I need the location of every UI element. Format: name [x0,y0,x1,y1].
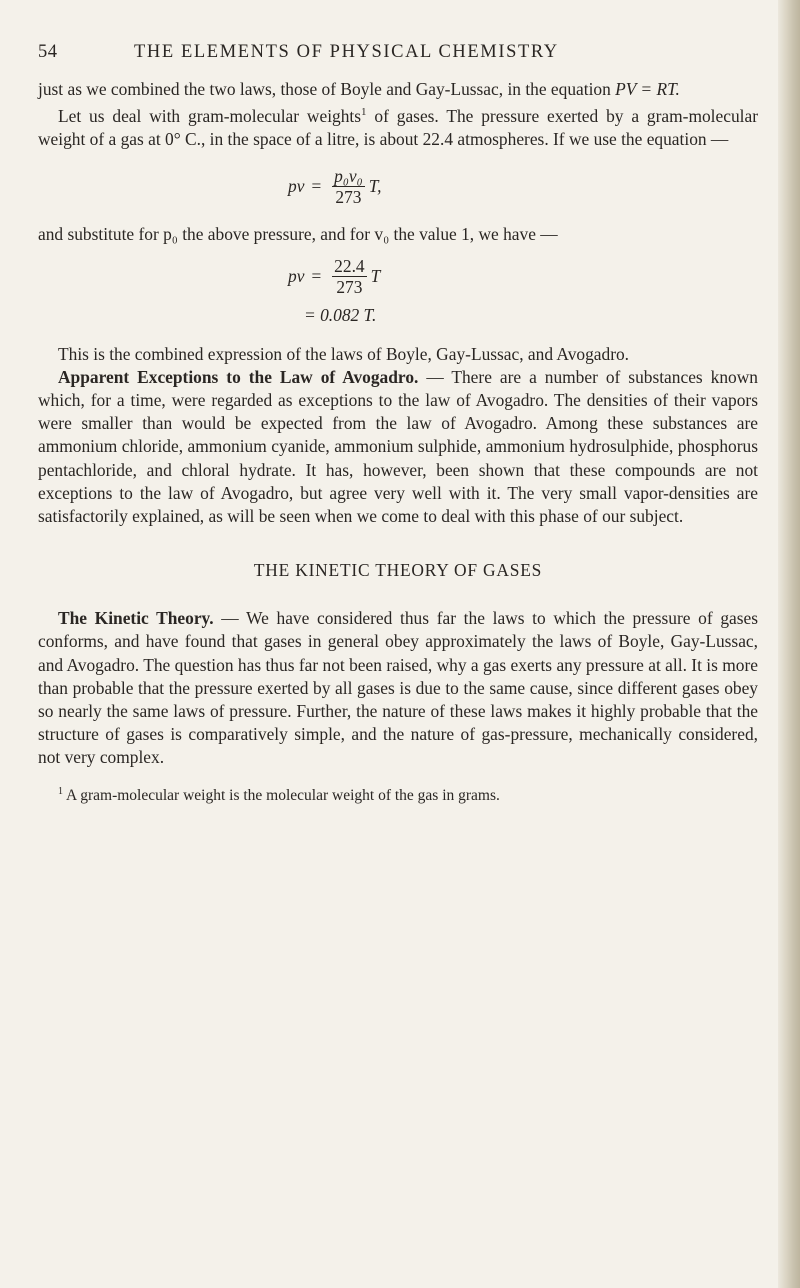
paragraph-text: — There are a number of substances known which, for a time, were regarded as exceptions to the law of Avogadro. The densities of their vapors were smaller than would be expected from the law of Avogadro. Among these substances are ammonium chloride, ammonium cyanide, ammonium sulphide, ammonium hydrosulphide, phosphorus pentachloride, and chloral hydrate. It has, however, been shown that these compounds are not exceptions to the law of Avogadro, but agree very well with it. The very small vapor-densities are satisfactorily explained, as will be seen when we come to deal with this phase of our subject. [38,366,758,527]
paragraph-apparent-exceptions [38,366,758,528]
footnote-marker: 1 [58,785,63,797]
paragraph-gram-molecular [38,101,758,151]
equation-lhs: pv [288,266,305,287]
equation-general: pv = $\frac{\text{p₀v₀}}{273}$ T, [288,165,382,207]
paragraph-text: — We have considered thus far the laws to which the pressure of gases conforms, and have found that gases in general obey approximately the laws of Boyle, Gay-Lussac, and Avogadro. The question has thus far not been raised, why a gas exerts any pressure at all. It is more than probable that the pressure exerted by all gases is due to the same cause, since different gases obey so nearly the same laws of pressure. Further, the nature of these laws makes it highly probable that the structure of gases is comparatively simple, and the nature of gas-pressure, mechanically considered, not very complex. [38,608,758,768]
footnote-text: A gram-molecular weight is the molecular weight of the gas in grams. [63,786,500,804]
page-content [38,42,758,806]
running-head [38,42,758,78]
fraction-denominator: 273 [336,277,363,298]
paragraph-combined-laws [38,78,758,101]
paragraph-text: just as we combined the two laws, those of Boyle and Gay-Lussac, in the equation [38,79,611,99]
fraction-numerator: p₀v₀ [334,165,363,186]
run-in-heading: Apparent Exceptions to the Law of Avogadro. [58,366,419,387]
equation-fraction [332,166,365,207]
fraction-numerator: 22.4 [334,256,365,277]
footnote [38,782,758,806]
paragraph-kinetic-theory [38,607,758,769]
equation-lhs: pv [288,175,305,196]
equation-tail: T [370,266,381,287]
equation-result: = 0.082 T. [304,305,377,326]
page-number: 54 [38,42,58,62]
running-title: THE ELEMENTS OF PHYSICAL CHEMISTRY [134,42,559,62]
equation-substituted: pv = $\frac{22.4}{273}$ T [288,256,381,298]
paragraph-combined-expression: This is the combined expression of the laws of Boyle, Gay-Lussac, and Avogadro. [58,343,630,364]
paragraph-text: Let us deal with gram-molecular weights [58,106,362,126]
page-edge-shadow [778,0,800,1288]
inline-equation-pv-rt: PV = RT. [615,79,680,99]
footnote-reference: 1 [361,106,367,119]
run-in-heading: The Kinetic Theory. [58,608,214,629]
paragraph-substitute: and substitute for p₀ the above pressure, and for v₀ the value 1, we have — [38,224,558,245]
equation-fraction [332,256,366,297]
section-title: THE KINETIC THEORY OF GASES [253,560,543,581]
equation-tail: T, [368,175,382,196]
fraction-denominator: 273 [335,186,362,207]
paragraph-text: of gases. The pressure exerted by a gram-molecular weight of a gas at 0° C., in the space of a litre, is about 22.4 atmospheres. If we use the equation — [38,106,758,150]
